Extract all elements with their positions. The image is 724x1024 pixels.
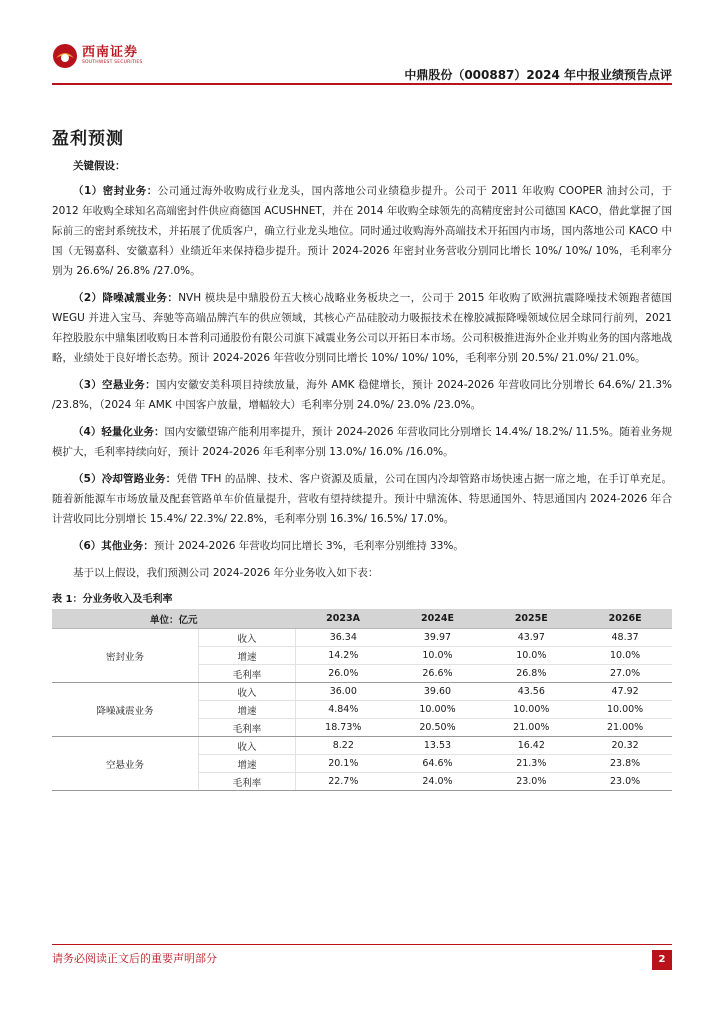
table-cell: 10.00% bbox=[391, 701, 485, 719]
table-cell: 27.0% bbox=[578, 665, 672, 683]
table-cell: 23.8% bbox=[578, 755, 672, 773]
table-cell: 18.73% bbox=[296, 719, 391, 737]
table-caption: 表 1：分业务收入及毛利率 bbox=[52, 594, 173, 605]
paragraph-text: 公司通过海外收购成行业龙头，国内落地公司业绩稳步提升。公司于 2011 年收购 COOPER 油封公司，于 2012 年收购全球知名高端密封件供应商德国 ACUSHNET，并在 2014 年收购全球领先的高精度密封公司德国 KACO，借此掌握了国际前三的密封系统技术，并拓展了优质客户，确立行业龙头地位。同时通过收购海外高端技术开拓国内市场，国内落地公司 KACO 中国（无锡嘉科、安徽嘉科）业绩近年来保持稳步提升。预计 2024-2026 年密封业务营收分别同比增长 10%/ 10%/ 10%，毛利率分别为 26.6%/ 26.8% /27.0%。 bbox=[52, 185, 672, 277]
table-cell: 23.0% bbox=[484, 773, 578, 791]
table-cell: 43.97 bbox=[484, 629, 578, 647]
column-header: 2023A bbox=[296, 609, 391, 629]
table-cell: 20.50% bbox=[391, 719, 485, 737]
paragraph-text: 国内安徽安美科项目持续放量，海外 AMK 稳健增长，预计 2024-2026 年营收同比分别增长 64.6%/ 21.3% /23.8%，（2024 年 AMK 中国客户放量，增幅较大）毛利率分别 24.0%/ 23.0% /23.0%。 bbox=[52, 379, 673, 411]
table-cell: 4.84% bbox=[296, 701, 391, 719]
table-cell: 26.0% bbox=[296, 665, 391, 683]
paragraph-lead: （2）降噪减震业务： bbox=[73, 292, 179, 304]
report-body bbox=[52, 156, 672, 791]
table-cell: 14.2% bbox=[296, 647, 391, 665]
header-divider bbox=[52, 83, 672, 85]
metric-label: 增速 bbox=[199, 647, 296, 665]
revenue-margin-table bbox=[52, 609, 672, 791]
paragraph-lead: （6）其他业务： bbox=[73, 540, 154, 552]
table-cell: 8.22 bbox=[296, 737, 391, 755]
paragraph-lead: （4）轻量化业务： bbox=[73, 426, 165, 438]
footer-disclaimer-note: 请务必阅读正文后的重要声明部分 bbox=[52, 952, 217, 965]
paragraph-air-suspension bbox=[52, 375, 672, 415]
table-cell: 21.3% bbox=[484, 755, 578, 773]
column-header: 2024E bbox=[391, 609, 485, 629]
paragraph-summary bbox=[52, 563, 672, 583]
table-cell: 10.0% bbox=[578, 647, 672, 665]
table-header-row bbox=[52, 609, 672, 629]
column-header: 2026E bbox=[578, 609, 672, 629]
page-number: 2 bbox=[652, 950, 672, 970]
table-row bbox=[52, 737, 672, 755]
column-header: 2025E bbox=[484, 609, 578, 629]
metric-label: 收入 bbox=[199, 683, 296, 701]
table-cell: 21.00% bbox=[484, 719, 578, 737]
table-cell: 10.0% bbox=[484, 647, 578, 665]
paragraph-lead: （1）密封业务： bbox=[73, 185, 158, 197]
footer-divider bbox=[52, 944, 672, 945]
table-cell: 48.37 bbox=[578, 629, 672, 647]
paragraph-lead: （5）冷却管路业务： bbox=[73, 473, 177, 485]
paragraph-text: NVH 模块是中鼎股份五大核心战略业务板块之一，公司于 2015 年收购了欧洲抗震降噪技术领跑者德国 WEGU 并进入宝马、奔驰等高端品牌汽车的供应领域，其核心产品硅胶动力吸振技术在橡胶减振降噪领域位居全球同行前列，2021 年控股股东中鼎集团收购日本普利司通股份有限公司旗下减震业务公司以开拓日本市场。公司积极推进海外企业并购业务的国内落地战略，业绩处于良好增长态势。预计 2024-2026 年营收分别同比增长 10%/ 10%/ 10%，毛利率分别 20.5%/ 21.0%/ 21.0%。 bbox=[52, 292, 673, 364]
table-cell: 39.97 bbox=[391, 629, 485, 647]
paragraph-text: 凭借 TFH 的品牌、技术、客户资源及质量，公司在国内冷却管路市场快速占据一席之地，在手订单充足。随着新能源车市场放量及配套管路单车价值量提升，营收有望持续提升。预计中鼎流体、特思通国外、特思通国内 2024-2026 年合计营收同比分别增长 15.4%/ 22.3%/ 22.8%，毛利率分别 16.3%/ 16.5%/ 17.0%。 bbox=[52, 473, 672, 525]
table-cell: 10.00% bbox=[484, 701, 578, 719]
brand-name-cn: 西南证券 bbox=[82, 45, 139, 61]
report-title: 中鼎股份（000887）2024 年中报业绩预告点评 bbox=[404, 68, 672, 82]
paragraph-sealing bbox=[52, 181, 672, 281]
table-row bbox=[52, 629, 672, 647]
table-cell: 21.00% bbox=[578, 719, 672, 737]
key-assumptions-title: 关键假设： bbox=[73, 160, 126, 172]
group-label: 空悬业务 bbox=[52, 737, 199, 791]
metric-label: 毛利率 bbox=[199, 719, 296, 737]
metric-label: 收入 bbox=[199, 629, 296, 647]
brand-name-en: SOUTHWEST SECURITIES bbox=[82, 60, 143, 66]
table-cell: 26.6% bbox=[391, 665, 485, 683]
table-cell: 13.53 bbox=[391, 737, 485, 755]
table-cell: 10.0% bbox=[391, 647, 485, 665]
paragraph-text: 预计 2024-2026 年营收均同比增长 3%，毛利率分别维持 33%。 bbox=[153, 540, 464, 552]
table-cell: 26.8% bbox=[484, 665, 578, 683]
metric-label: 收入 bbox=[199, 737, 296, 755]
paragraph-text: 基于以上假设，我们预测公司 2024-2026 年分业务收入如下表： bbox=[73, 567, 379, 579]
table-unit-label: 单位：亿元 bbox=[52, 609, 296, 629]
metric-label: 增速 bbox=[199, 755, 296, 773]
table-cell: 64.6% bbox=[391, 755, 485, 773]
table-cell: 47.92 bbox=[578, 683, 672, 701]
brand-logo-icon bbox=[52, 43, 78, 69]
paragraph-lightweight bbox=[52, 422, 672, 462]
table-cell: 39.60 bbox=[391, 683, 485, 701]
table-cell: 36.00 bbox=[296, 683, 391, 701]
paragraph-lead: （3）空悬业务： bbox=[73, 379, 156, 391]
paragraph-other bbox=[52, 536, 672, 556]
paragraph-text: 国内安徽望锦产能利用率提升，预计 2024-2026 年营收同比分别增长 14.4%/ 18.2%/ 11.5%。随着业务规模扩大，毛利率持续向好，预计 2024-2026 年毛利率分别 13.0%/ 16.0% /16.0%。 bbox=[52, 426, 672, 458]
group-label: 密封业务 bbox=[52, 629, 199, 683]
table-cell: 43.56 bbox=[484, 683, 578, 701]
table-row bbox=[52, 683, 672, 701]
section-title: 盈利预测 bbox=[52, 129, 124, 149]
table-cell: 22.7% bbox=[296, 773, 391, 791]
metric-label: 毛利率 bbox=[199, 773, 296, 791]
group-label: 降噪减震业务 bbox=[52, 683, 199, 737]
paragraph-cooling-pipeline bbox=[52, 469, 672, 529]
table-cell: 23.0% bbox=[578, 773, 672, 791]
table-cell: 20.32 bbox=[578, 737, 672, 755]
table-cell: 10.00% bbox=[578, 701, 672, 719]
table-cell: 16.42 bbox=[484, 737, 578, 755]
metric-label: 毛利率 bbox=[199, 665, 296, 683]
metric-label: 增速 bbox=[199, 701, 296, 719]
table-cell: 20.1% bbox=[296, 755, 391, 773]
table-cell: 24.0% bbox=[391, 773, 485, 791]
brand-logo bbox=[52, 43, 143, 69]
paragraph-nvh bbox=[52, 288, 672, 368]
table-cell: 36.34 bbox=[296, 629, 391, 647]
